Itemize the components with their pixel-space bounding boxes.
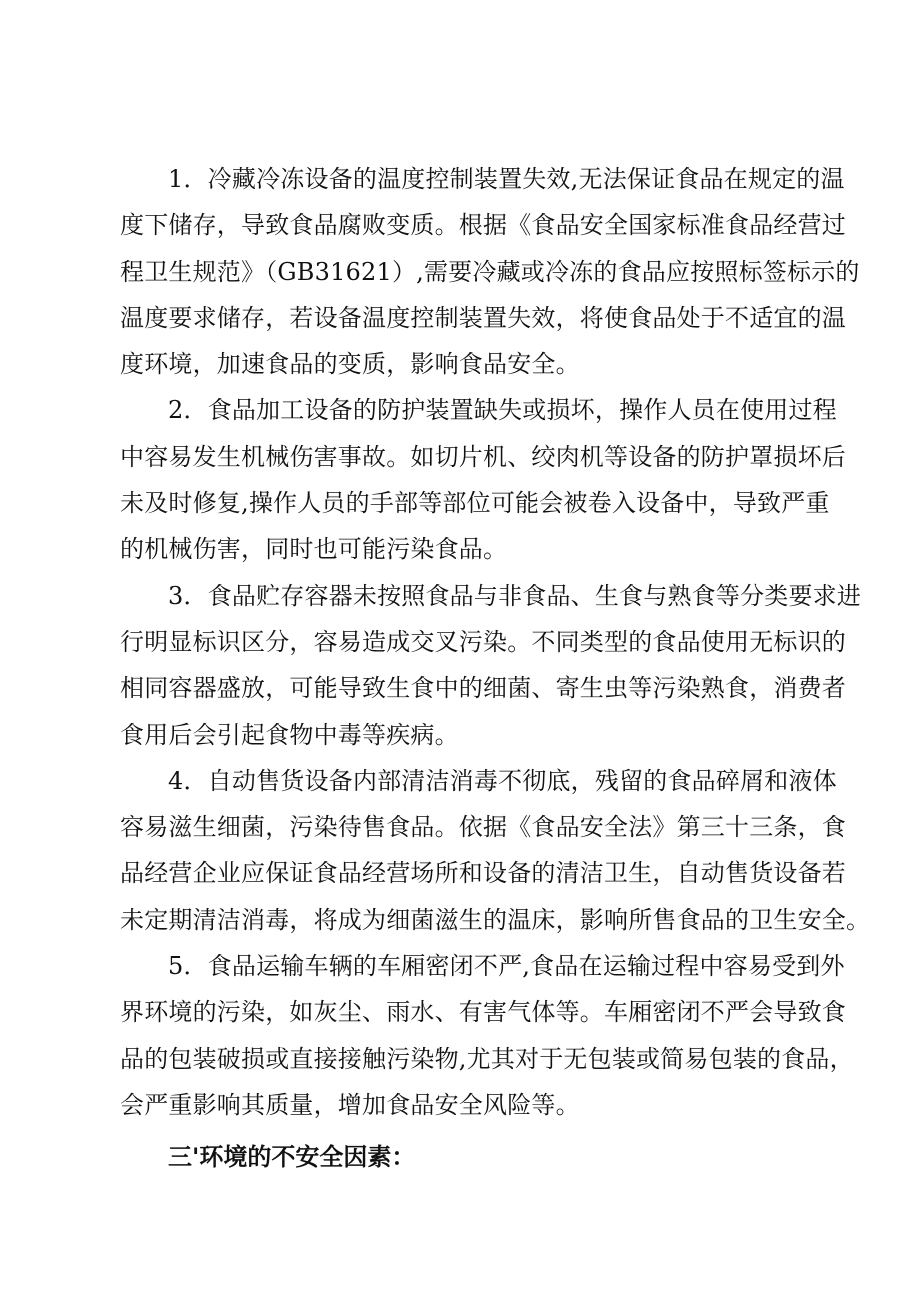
text-line: 容易滋生细菌，污染待售食品。依据《食品安全法》第三十三条，食 xyxy=(120,813,846,842)
text-line: 未定期清洁消毒，将成为细菌滋生的温床，影响所售食品的卫生安全。 xyxy=(120,905,871,934)
text-line: 2．食品加工设备的防护装置缺失或损坏，操作人员在使用过程 xyxy=(168,396,837,425)
text-line: 程卫生规范》（GB31621）,需要冷藏或冷冻的食品应按照标签标示的 xyxy=(120,257,860,286)
text-line: 1．冷藏冷冻设备的温度控制装置失效,无法保证食品在规定的温 xyxy=(168,165,845,193)
text-line: 行明显标识区分，容易造成交叉污染。不同类型的食品使用无标识的 xyxy=(120,627,846,656)
text-line: 食用后会引起食物中毒等疾病。 xyxy=(120,720,459,749)
text-line: 5．食品运输车辆的车厢密闭不严,食品在运输过程中容易受到外 xyxy=(168,952,845,981)
text-line: 的机械伤害，同时也可能污染食品。 xyxy=(120,535,508,564)
paragraph-3 xyxy=(120,573,862,758)
text-line: 度环境，加速食品的变质，影响食品安全。 xyxy=(120,350,580,379)
text-line: 度下储存，导致食品腐败变质。根据《食品安全国家标准食品经营过 xyxy=(120,211,846,240)
paragraph-1 xyxy=(120,156,860,387)
text-line: 3．食品贮存容器未按照食品与非食品、生食与熟食等分类要求进 xyxy=(168,581,862,610)
section-heading: 三'环境的不安全因素： xyxy=(168,1143,416,1172)
text-line: 品经营企业应保证食品经营场所和设备的清洁卫生，自动售货设备若 xyxy=(120,859,846,888)
text-line: 品的包装破损或直接接触污染物,尤其对于无包装或简易包装的食品， xyxy=(120,1044,854,1073)
text-line: 会严重影响其质量，增加食品安全风险等。 xyxy=(120,1090,580,1119)
text-line: 未及时修复,操作人员的手部等部位可能会被卷入设备中，导致严重 xyxy=(120,489,830,518)
text-line: 相同容器盛放，可能导致生食中的细菌、寄生虫等污染熟食，消费者 xyxy=(120,674,846,703)
document-body xyxy=(120,156,871,1180)
paragraph-5 xyxy=(120,943,854,1128)
text-line: 温度要求储存，若设备温度控制装置失效，将使食品处于不适宜的温 xyxy=(120,303,846,332)
paragraph-2 xyxy=(120,387,846,572)
text-line: 4．自动售货设备内部清洁消毒不彻底，残留的食品碎屑和液体 xyxy=(168,766,837,795)
text-line: 界环境的污染，如灰尘、雨水、有害气体等。车厢密闭不严会导致食 xyxy=(120,998,846,1027)
paragraph-4 xyxy=(120,758,871,943)
text-line: 中容易发生机械伤害事故。如切片机、绞肉机等设备的防护罩损坏后 xyxy=(120,442,846,471)
